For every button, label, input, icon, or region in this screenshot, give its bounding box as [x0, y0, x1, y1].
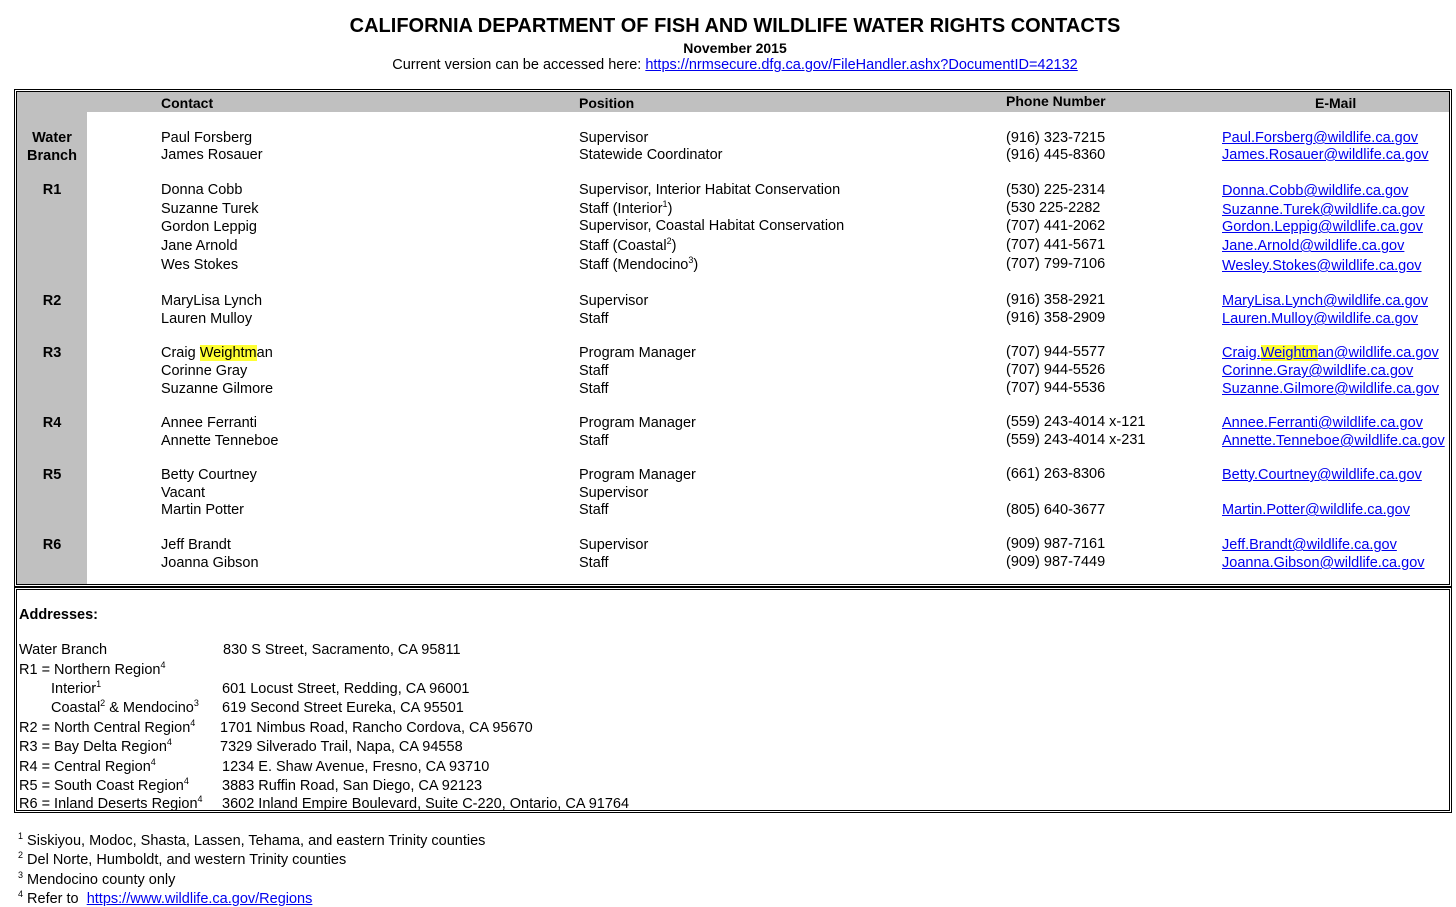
region-label-r4: R4: [42, 415, 62, 431]
header-phone: Phone Number: [1006, 93, 1106, 109]
contact-position: Staff: [579, 555, 609, 571]
address-label: Water Branch: [19, 642, 108, 658]
address-label: R5 = South Coast Region$^4$: [19, 776, 189, 794]
contact-phone: (909) 987-7161: [1006, 536, 1106, 552]
footnote: $^4$ Refer to https://www.wildlife.ca.gov/Regions: [18, 889, 313, 907]
contact-position: Supervisor: [579, 293, 649, 309]
header-email: E-Mail: [1315, 95, 1357, 111]
contact-email[interactable]: Paul.Forsberg@wildlife.ca.gov: [1222, 130, 1419, 146]
addresses-section: [14, 587, 1452, 813]
contact-phone: (707) 944-5536: [1006, 380, 1106, 396]
contact-position: Statewide Coordinator: [579, 147, 723, 163]
header-contact: Contact: [161, 95, 214, 111]
region-label-r1: R1: [42, 182, 62, 198]
contact-position: Program Manager: [579, 467, 696, 483]
contact-email[interactable]: Betty.Courtney@wildlife.ca.gov: [1222, 467, 1422, 483]
footnote: $^2$ Del Norte, Humboldt, and western Trinity counties: [18, 850, 347, 868]
contact-email[interactable]: Lauren.Mulloy@wildlife.ca.gov: [1222, 311, 1419, 327]
contact-email[interactable]: Jane.Arnold@wildlife.ca.gov: [1222, 238, 1405, 254]
contact-name: Joanna Gibson: [161, 555, 259, 571]
contact-email[interactable]: Jeff.Brandt@wildlife.ca.gov: [1222, 537, 1397, 553]
address-value: 1234 E. Shaw Avenue, Fresno, CA 93710: [222, 759, 490, 775]
contact-name: Annee Ferranti: [161, 415, 257, 431]
header-position: Position: [579, 95, 635, 111]
contact-position: Supervisor: [579, 485, 649, 501]
contact-name: Jeff Brandt: [161, 537, 231, 553]
contact-phone: (661) 263-8306: [1006, 466, 1106, 482]
contact-phone: (707) 944-5526: [1006, 362, 1106, 378]
address-label: R2 = North Central Region$^4$: [19, 718, 196, 736]
footnote: $^1$ Siskiyou, Modoc, Shasta, Lassen, Tehama, and eastern Trinity counties: [18, 831, 486, 849]
contact-name: Donna Cobb: [161, 182, 243, 198]
region-label-water-branch: Water Branch: [27, 130, 77, 164]
contact-phone: (916) 358-2909: [1006, 310, 1106, 326]
contact-position: Staff: [579, 502, 609, 518]
contact-phone: (707) 944-5577: [1006, 344, 1106, 360]
region-label-r6: R6: [42, 537, 62, 553]
contact-name: Gordon Leppig: [161, 219, 257, 235]
contact-email[interactable]: Joanna.Gibson@wildlife.ca.gov: [1222, 555, 1425, 571]
contact-name: Wes Stokes: [161, 257, 239, 273]
contact-position: Staff: [579, 311, 609, 327]
contact-phone: (916) 323-7215: [1006, 130, 1106, 146]
contact-position: Program Manager: [579, 345, 696, 361]
contact-email[interactable]: Annee.Ferranti@wildlife.ca.gov: [1222, 415, 1423, 431]
contact-phone: (530 225-2282: [1006, 200, 1101, 216]
contact-name: Betty Courtney: [161, 467, 257, 483]
address-value: 619 Second Street Eureka, CA 95501: [222, 700, 464, 716]
address-label: R1 = Northern Region$^4$: [19, 660, 166, 678]
contact-name: Martin Potter: [161, 502, 244, 518]
contact-position: Staff: [579, 433, 609, 449]
contact-phone: (707) 441-5671: [1006, 237, 1106, 253]
address-label: Coastal$^2$ & Mendocino$^3$: [51, 698, 199, 716]
address-label: R4 = Central Region$^4$: [19, 757, 156, 775]
address-value: 7329 Silverado Trail, Napa, CA 94558: [220, 739, 463, 755]
access-line: [0, 57, 1456, 73]
contact-name: Corinne Gray: [161, 363, 248, 379]
contact-position: Supervisor: [579, 537, 649, 553]
access-prefix: Current version can be accessed here:: [392, 57, 642, 73]
contacts-table: [14, 89, 1452, 587]
contact-name: Annette Tenneboe: [161, 433, 279, 449]
regions-link[interactable]: https://www.wildlife.ca.gov/Regions: [86, 891, 313, 907]
address-label: Interior$^1$: [51, 679, 102, 697]
contact-name: Paul Forsberg: [161, 130, 253, 146]
contact-phone: (559) 243-4014 x-121: [1006, 414, 1146, 430]
contact-email[interactable]: Donna.Cobb@wildlife.ca.gov: [1222, 183, 1409, 199]
address-value: 1701 Nimbus Road, Rancho Cordova, CA 95670: [220, 720, 533, 736]
contact-position: Staff (Mendocino$^3$): [579, 255, 699, 273]
contact-email[interactable]: Suzanne.Turek@wildlife.ca.gov: [1222, 202, 1425, 218]
document-date: November 2015: [683, 40, 787, 56]
contact-email[interactable]: Wesley.Stokes@wildlife.ca.gov: [1222, 258, 1422, 274]
addresses-title: Addresses:: [19, 607, 98, 623]
contact-phone: (916) 358-2921: [1006, 292, 1106, 308]
region-label-r5: R5: [42, 467, 62, 483]
contact-email[interactable]: Martin.Potter@wildlife.ca.gov: [1222, 502, 1410, 518]
contact-phone: (909) 987-7449: [1006, 554, 1106, 570]
contact-email[interactable]: MaryLisa.Lynch@wildlife.ca.gov: [1222, 293, 1428, 309]
contact-position: Staff (Interior$^1$): [579, 199, 673, 217]
address-value: 3602 Inland Empire Boulevard, Suite C-220, Ontario, CA 91764: [222, 796, 630, 812]
contact-position: Supervisor: [579, 130, 649, 146]
contact-email[interactable]: Craig.Weightman@wildlife.ca.gov: [1222, 345, 1439, 361]
contact-email[interactable]: James.Rosauer@wildlife.ca.gov: [1222, 147, 1429, 163]
contact-name: Craig Weightman: [161, 345, 273, 361]
contact-position: Staff: [579, 381, 609, 397]
contact-name: Jane Arnold: [161, 238, 238, 254]
address-value: 601 Locust Street, Redding, CA 96001: [222, 681, 470, 697]
contact-phone: (559) 243-4014 x-231: [1006, 432, 1146, 448]
contact-position: Staff: [579, 363, 609, 379]
page-title: CALIFORNIA DEPARTMENT OF FISH AND WILDLIFE WATER RIGHTS CONTACTS: [349, 15, 1121, 37]
contact-phone: (530) 225-2314: [1006, 182, 1106, 198]
contact-phone: (707) 441-2062: [1006, 218, 1106, 234]
address-label: R6 = Inland Deserts Region$^4$: [19, 794, 203, 812]
contact-position: Supervisor, Coastal Habitat Conservation: [579, 218, 845, 234]
region-label-r2: R2: [42, 293, 62, 309]
contact-name: James Rosauer: [161, 147, 263, 163]
contact-phone: (916) 445-8360: [1006, 147, 1106, 163]
contact-phone: (805) 640-3677: [1006, 502, 1106, 518]
contact-email[interactable]: Annette.Tenneboe@wildlife.ca.gov: [1222, 433, 1445, 449]
address-label: R3 = Bay Delta Region$^4$: [19, 737, 172, 755]
footnote: $^3$ Mendocino county only: [18, 870, 176, 888]
contact-name: Suzanne Gilmore: [161, 381, 274, 397]
contact-position: Program Manager: [579, 415, 696, 431]
access-link[interactable]: https://nrmsecure.dfg.ca.gov/FileHandler.ashx?DocumentID=42132: [645, 57, 1078, 73]
contact-email[interactable]: Corinne.Gray@wildlife.ca.gov: [1222, 363, 1414, 379]
contact-name: Suzanne Turek: [161, 201, 259, 217]
contact-name: Lauren Mulloy: [161, 311, 253, 327]
address-value: 830 S Street, Sacramento, CA 95811: [223, 642, 461, 658]
address-value: 3883 Ruffin Road, San Diego, CA 92123: [222, 778, 483, 794]
contact-name: Vacant: [161, 485, 206, 501]
contact-position: Staff (Coastal$^2$): [579, 236, 677, 254]
contact-email[interactable]: Gordon.Leppig@wildlife.ca.gov: [1222, 219, 1423, 235]
contact-phone: (707) 799-7106: [1006, 256, 1106, 272]
contact-email[interactable]: Suzanne.Gilmore@wildlife.ca.gov: [1222, 381, 1440, 397]
region-label-r3: R3: [42, 345, 62, 361]
contact-name: MaryLisa Lynch: [161, 293, 263, 309]
contact-position: Supervisor, Interior Habitat Conservation: [579, 182, 841, 198]
